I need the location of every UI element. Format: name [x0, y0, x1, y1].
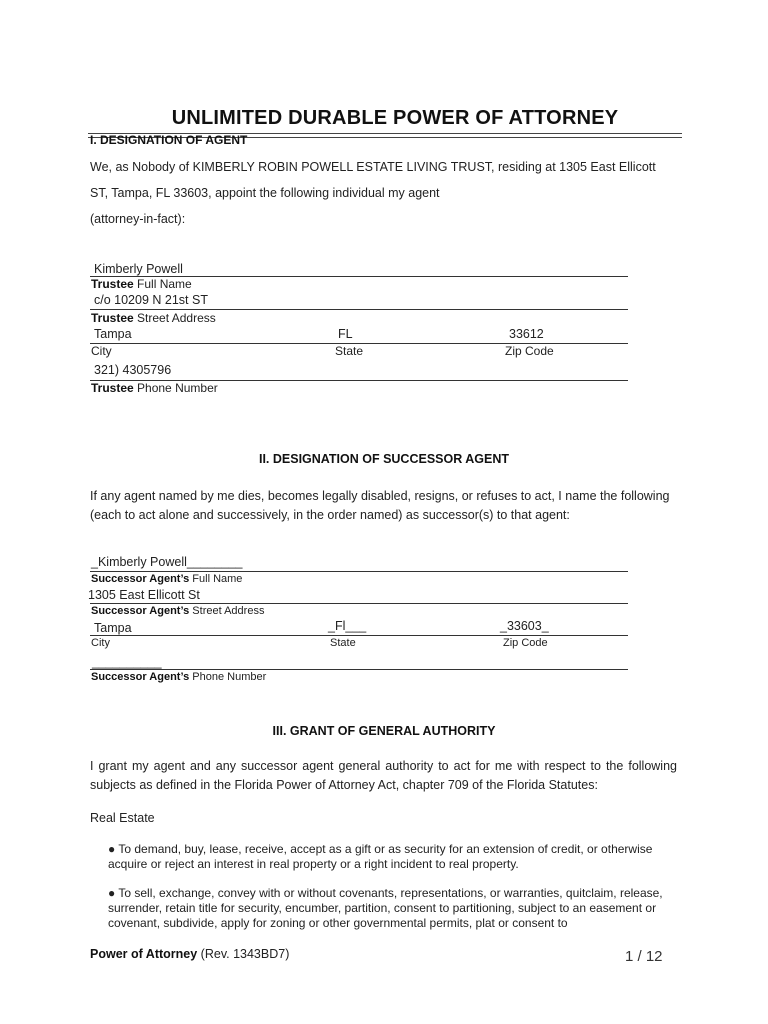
agent-name-label	[91, 277, 192, 291]
agent-name-label-bold: Trustee	[91, 277, 134, 291]
footer-document-info	[90, 947, 289, 961]
successor-city-value: Tampa	[94, 621, 132, 635]
intro-line-1: We, as Nobody of KIMBERLY ROBIN POWELL ESTATE LIVING TRUST, residing at 1305 East Ellicott	[90, 160, 656, 174]
real-estate-bullet-2: ● To sell, exchange, convey with or without covenants, representations, or warranties, quitclaim, release, surrender, retain title for security, encumber, partition, consent to partitioning, subject to an easement or covenant, subdivide, apply for zoning or other governmental permits, plat or consent to	[108, 886, 663, 930]
authority-paragraph: I grant my agent and any successor agent general authority to act for me with respect to the following subjects as defined in the Florida Power of Attorney Act, chapter 709 of the Florida Statutes:	[90, 759, 677, 792]
intro-line-3: (attorney-in-fact):	[90, 212, 186, 226]
successor-phone-label-bold: Successor Agent’s	[91, 671, 190, 683]
agent-state-value: FL	[338, 327, 353, 341]
agent-name-label-text: Full Name	[137, 277, 192, 291]
successor-state-value: _Fl___	[328, 619, 367, 633]
successor-address-line	[90, 603, 628, 604]
successor-city-label: City	[91, 637, 110, 649]
successor-address-label	[91, 605, 264, 617]
agent-phone-label-bold: Trustee	[91, 381, 134, 395]
agent-address-label	[91, 311, 216, 325]
agent-name-value: Kimberly Powell	[94, 262, 183, 276]
agent-address-line	[90, 309, 628, 310]
real-estate-bullet-1: ● To demand, buy, lease, receive, accept as a gift or as security for an extension of credit, or otherwise acquire or reject an interest in real property or a right incident to real property.	[108, 842, 653, 871]
successor-address-label-text: Street Address	[192, 605, 265, 617]
successor-phone-label	[91, 671, 266, 683]
agent-address-label-text: Street Address	[137, 311, 216, 325]
section-heading-designation-of-agent: I. DESIGNATION OF AGENT	[90, 133, 248, 147]
intro-line-2: ST, Tampa, FL 33603, appoint the following individual my agent	[90, 186, 440, 200]
successor-name-line	[90, 571, 628, 572]
footer-revision: (Rev. 1343BD7)	[200, 947, 290, 961]
successor-city-line	[90, 635, 628, 636]
successor-address-label-bold: Successor Agent’s	[91, 605, 190, 617]
successor-phone-line	[90, 669, 628, 670]
successor-name-label	[91, 573, 242, 585]
agent-city-label: City	[91, 344, 112, 358]
agent-address-label-bold: Trustee	[91, 311, 134, 325]
successor-name-value: _Kimberly Powell________	[91, 555, 243, 569]
document-title: UNLIMITED DURABLE POWER OF ATTORNEY	[171, 107, 619, 129]
footer-doc-title: Power of Attorney	[90, 947, 198, 961]
successor-name-label-text: Full Name	[192, 573, 243, 585]
agent-state-label: State	[335, 344, 364, 358]
agent-phone-label	[91, 381, 218, 395]
successor-state-label: State	[330, 637, 356, 649]
page-number: 1 / 12	[625, 948, 663, 965]
agent-phone-label-text: Phone Number	[137, 381, 218, 395]
section-heading-general-authority: III. GRANT OF GENERAL AUTHORITY	[272, 724, 496, 738]
section-heading-successor-agent: II. DESIGNATION OF SUCCESSOR AGENT	[258, 452, 510, 466]
agent-phone-value: 321) 4305796	[94, 363, 172, 377]
real-estate-subheading: Real Estate	[90, 811, 155, 825]
successor-zip-value: _33603_	[500, 619, 549, 633]
successor-phone-label-text: Phone Number	[192, 671, 267, 683]
agent-zip-label: Zip Code	[505, 344, 554, 358]
successor-name-label-bold: Successor Agent’s	[91, 573, 190, 585]
successor-zip-label: Zip Code	[503, 637, 548, 649]
successor-intro-paragraph: If any agent named by me dies, becomes legally disabled, resigns, or refuses to act, I name the following (each to act alone and successively, in the order named) as successor(s) to that agent:	[90, 489, 670, 522]
agent-city-value: Tampa	[94, 327, 132, 341]
successor-address-value: 1305 East Ellicott St	[88, 588, 200, 602]
agent-zip-value: 33612	[509, 327, 544, 341]
successor-phone-value: __________	[92, 655, 162, 669]
agent-address-value: c/o 10209 N 21st ST	[94, 293, 208, 307]
